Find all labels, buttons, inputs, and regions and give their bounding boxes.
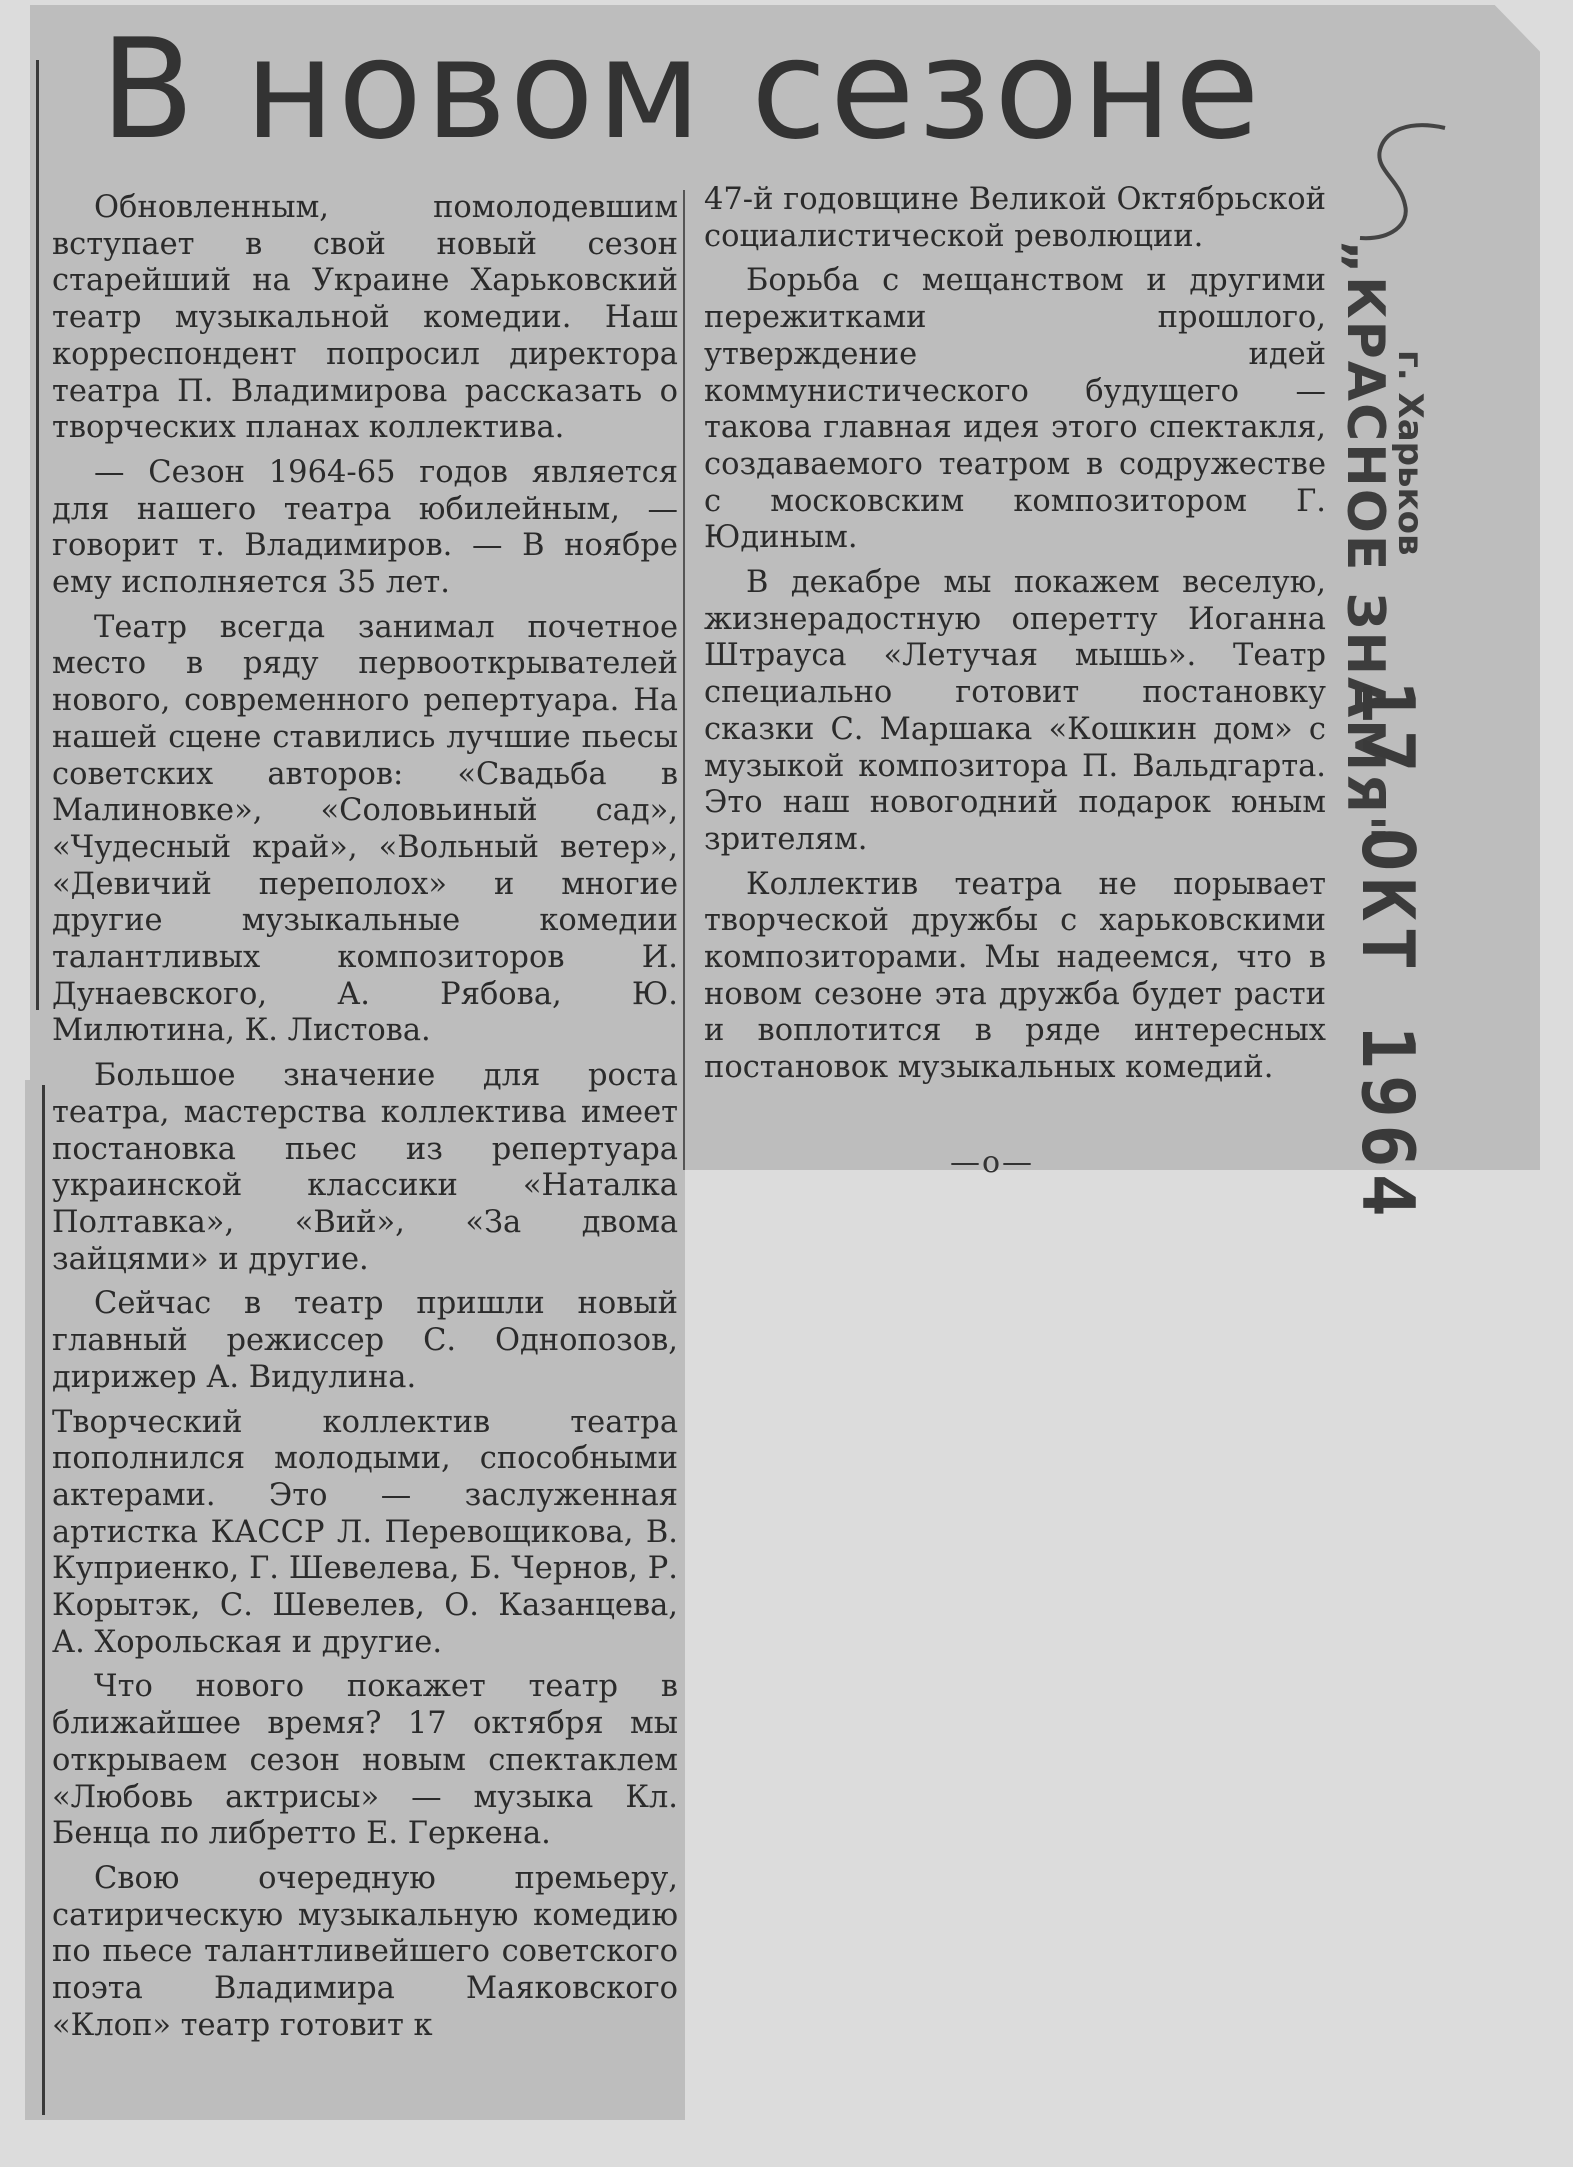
paragraph: Творческий коллектив театра пополнился молодыми, способными актерами. Это — заслуженная артистка КАССР Л. Перевощикова, В. Куприенко, Г. Шевелева, Б. Чернов, Р. Корытэк, С. Шевелев, О. Казанцева, А. Хорольская и другие. xyxy=(52,1404,678,1660)
paragraph: В декабре мы покажем веселую, жизнерадостную оперетту Иоганна Штрауса «Летучая мышь». Театр специально готовит постановку сказки С. Маршака «Кошкин дом» с музыкой композитора П. Вальдгарта. Это наш новогодний подарок юным зрителям. xyxy=(704,565,1326,857)
paragraph: Свою очередную премьеру, сатирическую музыкальную комедию по пьесе талантливейшего советского поэта Владимира Маяковского «Клоп» театр готовит к xyxy=(52,1860,678,2043)
paragraph: 47-й годовщине Великой Октябрьской социалистической революции. xyxy=(704,182,1326,254)
article-column-1 xyxy=(52,190,678,2052)
paragraph: Борьба с мещанством и другими пережитками прошлого, утверждение идей коммунистического будущего — такова главная идея этого спектакля, создаваемого театром в содружестве с московским композитором Г. Юдиным. xyxy=(704,263,1326,556)
stamp-date: 17 ОКТ 1964 xyxy=(1346,680,1430,1223)
column-divider xyxy=(683,190,685,1170)
left-column-rule-lower xyxy=(42,1085,45,2115)
paragraph: Что нового покажет театр в ближайшее время? 17 октября мы открываем сезон новым спектаклем «Любовь актрисы» — музыка Кл. Бенца по либретто Е. Геркена. xyxy=(52,1669,678,1852)
article-column-2 xyxy=(704,182,1326,1095)
headline: В новом сезоне xyxy=(100,9,1263,170)
paragraph: Сейчас в театр пришли новый главный режиссер С. Однопозов, дирижер А. Видулина. xyxy=(52,1286,678,1395)
article-end-mark: —o— xyxy=(950,1145,1035,1180)
paragraph: Обновленным, помолодевшим вступает в свой новый сезон старейший на Украине Харьковский театр музыкальной комедии. Наш корреспондент попросил директора театра П. Владимирова рассказать о творческих планах коллектива. xyxy=(52,190,678,446)
stamp-newspaper-name xyxy=(1305,240,1395,380)
pencil-mark-icon xyxy=(1330,110,1460,250)
stamp-city: г. Харьков xyxy=(1390,350,1430,556)
paragraph: Большое значение для роста театра, мастерства коллектива имеет постановка пьес из репертуара украинской классики «Наталка Полтавка», «Вий», «За двома зайцями» и другие. xyxy=(52,1058,678,1277)
left-column-rule xyxy=(36,60,39,1010)
paragraph: Коллектив театра не порывает творческой дружбы с харьковскими композиторами. Мы надеемся, что в новом сезоне эта дружба будет расти и воплотится в ряде интересных постановок музыкальных комедий. xyxy=(704,866,1326,1086)
paragraph: — Сезон 1964-65 годов является для нашего театра юбилейным, — говорит т. Владимиров. — В ноябре ему исполняется 35 лет. xyxy=(52,454,678,601)
paragraph: Театр всегда занимал почетное место в ряду первооткрывателей нового, современного репертуара. На нашей сцене ставились лучшие пьесы советских авторов: «Свадьба в Малиновке», «Соловьиный сад», «Чудесный край», «Вольный ветер», «Девичий переполох» и многие другие музыкальные комедии талантливых композиторов И. Дунаевского, А. Рябова, Ю. Милютина, К. Листова. xyxy=(52,609,678,1049)
